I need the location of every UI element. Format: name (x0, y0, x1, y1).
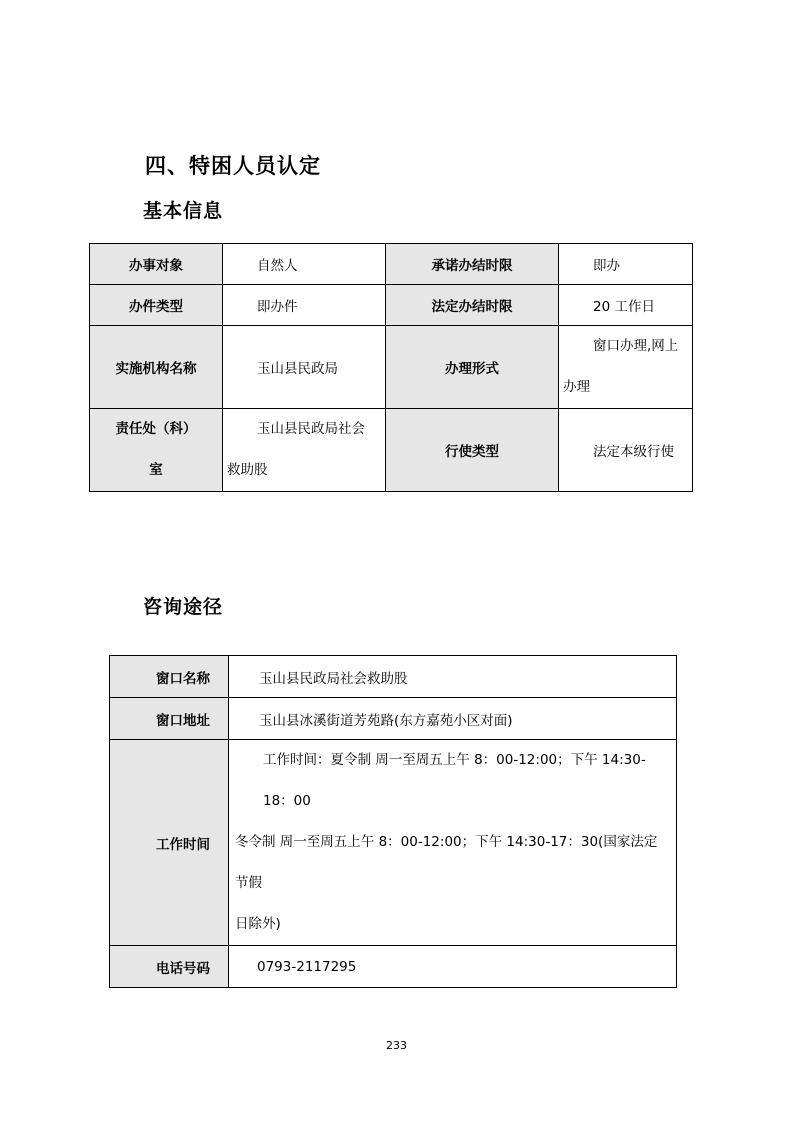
window-address-label: 窗口地址 (110, 698, 229, 740)
page-number: 233 (386, 1039, 407, 1052)
table-row (110, 740, 677, 946)
phone-label: 电话号码 (110, 946, 229, 988)
service-target-value: 自然人 (223, 244, 386, 285)
table-row (90, 244, 693, 285)
basic-info-heading: 基本信息 (143, 200, 224, 222)
service-target-label: 办事对象 (90, 244, 223, 285)
responsible-office-label-line1: 责任处（科） (115, 421, 197, 437)
exercise-type-value: 法定本级行使 (559, 409, 693, 492)
page-title: 四、特困人员认定 (145, 154, 321, 178)
agency-value: 玉山县民政局 (223, 326, 386, 409)
work-time-line1: 工作时间：夏令制 周一至周五上午 8：00-12:00；下午 14:30-18：00 (263, 752, 646, 809)
table-row (110, 946, 677, 988)
consult-table (109, 655, 677, 988)
legal-time-value: 20 工作日 (559, 285, 693, 326)
work-time-label: 工作时间 (110, 740, 229, 946)
table-row (90, 409, 693, 492)
handling-form-line1: 窗口办理,网上 (593, 338, 679, 354)
responsible-office-label-line2: 室 (149, 462, 163, 478)
handling-form-value (559, 326, 693, 409)
handling-form-line2: 办理 (563, 379, 590, 395)
phone-value: 0793-2117295 (229, 946, 677, 988)
table-row (110, 698, 677, 740)
work-time-line2: 冬令制 周一至周五上午 8：00-12:00；下午 14:30-17：30(国家法定节假 (235, 834, 658, 891)
window-name-value: 玉山县民政局社会救助股 (229, 656, 677, 698)
basic-info-table (89, 243, 693, 492)
consult-heading: 咨询途径 (143, 596, 224, 618)
table-row (90, 285, 693, 326)
exercise-type-label: 行使类型 (386, 409, 559, 492)
legal-time-label: 法定办结时限 (386, 285, 559, 326)
work-time-line3: 日除外) (235, 916, 281, 932)
table-row (110, 656, 677, 698)
work-time-value (229, 740, 677, 946)
promised-time-label: 承诺办结时限 (386, 244, 559, 285)
responsible-office-label (90, 409, 223, 492)
responsible-office-line1: 玉山县民政局社会 (257, 421, 365, 437)
handling-form-label: 办理形式 (386, 326, 559, 409)
case-type-value: 即办件 (223, 285, 386, 326)
case-type-label: 办件类型 (90, 285, 223, 326)
window-address-value: 玉山县冰溪街道芳苑路(东方嘉苑小区对面) (229, 698, 677, 740)
table-row (90, 326, 693, 409)
promised-time-value: 即办 (559, 244, 693, 285)
responsible-office-value (223, 409, 386, 492)
window-name-label: 窗口名称 (110, 656, 229, 698)
responsible-office-line2: 救助股 (227, 462, 268, 478)
agency-label: 实施机构名称 (90, 326, 223, 409)
